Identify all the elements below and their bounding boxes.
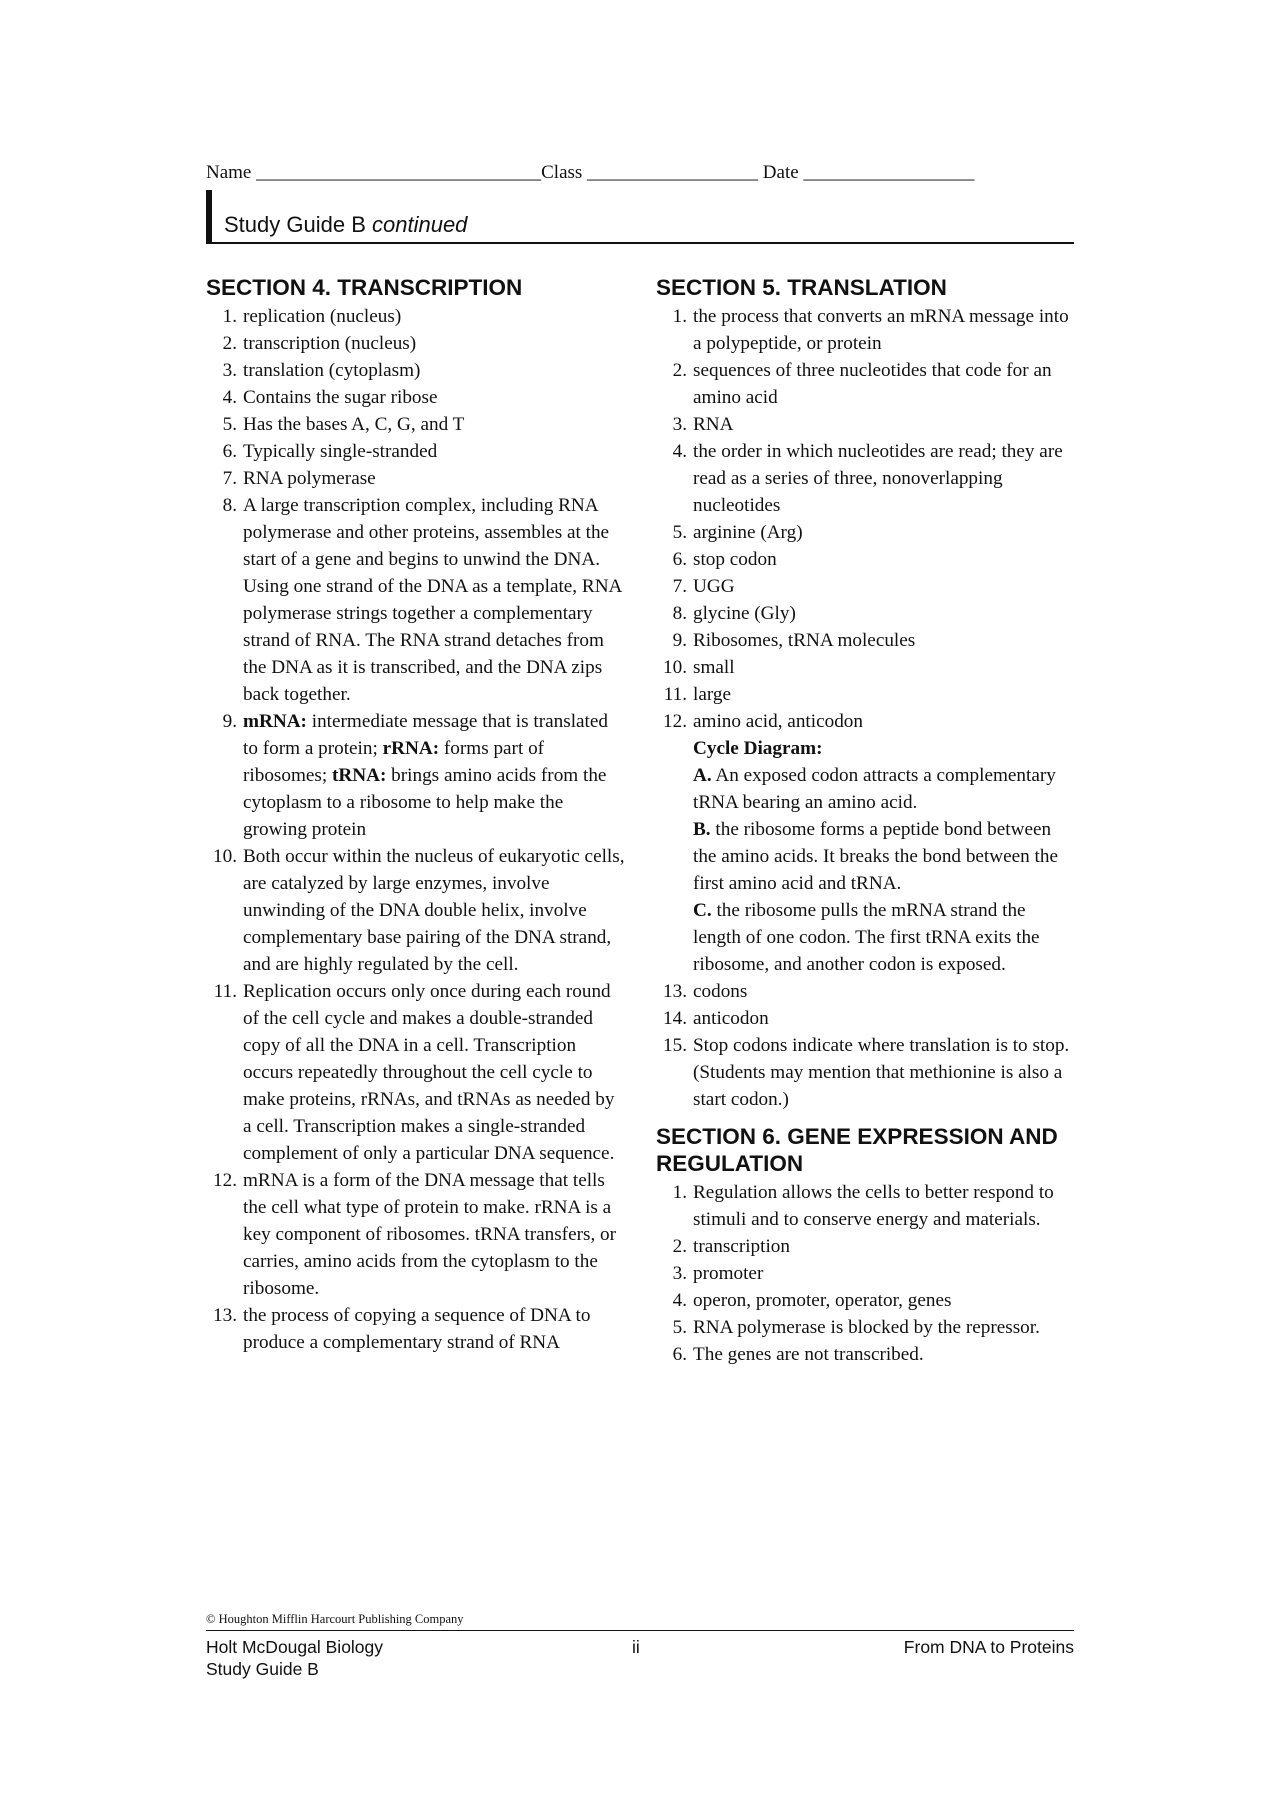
- cycle-step-text: the ribosome pulls the mRNA strand the length of one codon. The first tRNA exits the ribosome, and another codon is exposed.: [693, 900, 1040, 975]
- list-item: [206, 492, 626, 708]
- item-text: small: [693, 657, 735, 678]
- footer-chapter: From DNA to Proteins: [903, 1637, 1074, 1657]
- item-number: 4.: [672, 1290, 687, 1311]
- item-number: 1.: [672, 306, 687, 327]
- list-item: [206, 1167, 626, 1302]
- item-text: Regulation allows the cells to better respond to stimuli and to conserve energy and materials.: [693, 1182, 1054, 1230]
- cycle-step-c: [693, 897, 1076, 978]
- study-guide-banner: [206, 190, 1074, 244]
- footer-page-number: ii: [632, 1637, 640, 1657]
- item-number: 9.: [222, 711, 237, 732]
- item-text: A large transcription complex, including RNA polymerase and other proteins, assembles at the start of a gene and begins to unwind the DNA. Using one strand of the DNA as a template, RNA polymerase strings together a complementary strand of RNA. The RNA strand detaches from the DNA as it is transcribed, and the DNA zips back together.: [243, 495, 622, 705]
- list-item: [206, 465, 626, 492]
- item-text: UGG: [693, 576, 735, 597]
- list-item: [656, 1032, 1076, 1113]
- cycle-step-text: the ribosome forms a peptide bond between the amino acids. It breaks the bond between the first amino acid and tRNA.: [693, 819, 1058, 894]
- list-item: [656, 627, 1076, 654]
- item-number: 8.: [222, 495, 237, 516]
- item-number: 5.: [222, 414, 237, 435]
- list-item: [656, 1005, 1076, 1032]
- banner-continued: continued: [372, 212, 468, 237]
- list-item: [656, 1341, 1076, 1368]
- item-text: mRNA is a form of the DNA message that tells the cell what type of protein to make. rRNA is a key component of ribosomes. tRNA transfers, or carries, amino acids from the cytoplasm to the ribosome.: [243, 1170, 617, 1299]
- item-text: forms part of ribosomes;: [243, 738, 545, 786]
- item-number: 1.: [222, 306, 237, 327]
- item-text: transcription: [693, 1236, 790, 1257]
- list-item: [656, 654, 1076, 681]
- item-text: transcription (nucleus): [243, 333, 417, 354]
- list-item: [206, 708, 626, 843]
- item-number: 3.: [672, 1263, 687, 1284]
- list-item: [656, 681, 1076, 708]
- item-text: RNA polymerase is blocked by the repressor.: [693, 1317, 1040, 1338]
- item-number: 7.: [222, 468, 237, 489]
- item-text: brings amino acids from the cytoplasm to a ribosome to help make the growing protein: [243, 765, 607, 840]
- item-text: anticodon: [693, 1008, 769, 1029]
- section-6-list: [656, 1179, 1076, 1368]
- list-item: [206, 978, 626, 1167]
- list-item: [656, 1233, 1076, 1260]
- cycle-step-a: [693, 762, 1076, 816]
- item-number: 10.: [663, 657, 687, 678]
- item-number: 3.: [222, 360, 237, 381]
- item-number: 9.: [672, 630, 687, 651]
- list-item: [656, 978, 1076, 1005]
- item-number: 4.: [672, 441, 687, 462]
- copyright-notice: © Houghton Mifflin Harcourt Publishing Company: [206, 1612, 464, 1626]
- cycle-step-b: [693, 816, 1076, 897]
- list-item: [656, 1314, 1076, 1341]
- item-number: 10.: [213, 846, 237, 867]
- item-text: Both occur within the nucleus of eukaryotic cells, are catalyzed by large enzymes, involve unwinding of the DNA double helix, involve complementary base pairing of the DNA strand, and are highly regulated by the cell.: [243, 846, 625, 975]
- item-text: intermediate message that is translated to form a protein;: [243, 711, 608, 759]
- list-item: [206, 384, 626, 411]
- item-number: 4.: [222, 387, 237, 408]
- left-column: [206, 274, 626, 1356]
- footer-book-title: Holt McDougal Biology: [206, 1637, 384, 1657]
- list-item: [656, 303, 1076, 357]
- item-text: Replication occurs only once during each round of the cell cycle and makes a double-stranded copy of all the DNA in a cell. Transcription occurs repeatedly throughout the cell cycle to make proteins, rRNAs, and tRNAs as needed by a cell. Transcription makes a single-stranded complement of only a particular DNA sequence.: [243, 981, 615, 1164]
- item-text: Stop codons indicate where translation is to stop. (Students may mention that methionine is also a start codon.): [693, 1035, 1070, 1110]
- banner-bar: [206, 190, 212, 244]
- item-text: RNA polymerase: [243, 468, 376, 489]
- item-number: 12.: [663, 711, 687, 732]
- item-text: codons: [693, 981, 748, 1002]
- section-5-title: SECTION 5. TRANSLATION: [656, 275, 947, 300]
- item-text: translation (cytoplasm): [243, 360, 421, 381]
- list-item: [206, 357, 626, 384]
- item-number: 6.: [672, 549, 687, 570]
- item-text: glycine (Gly): [693, 603, 796, 624]
- list-item: [206, 330, 626, 357]
- footer-book-subtitle: Study Guide B: [206, 1659, 319, 1679]
- item-text: Contains the sugar ribose: [243, 387, 438, 408]
- list-item: [206, 438, 626, 465]
- item-number: 13.: [213, 1305, 237, 1326]
- list-item: [656, 600, 1076, 627]
- item-number: 1.: [672, 1182, 687, 1203]
- item-number: 5.: [672, 1317, 687, 1338]
- item-text: arginine (Arg): [693, 522, 803, 543]
- item-text: stop codon: [693, 549, 777, 570]
- list-item: [206, 303, 626, 330]
- mrna-label: mRNA:: [243, 711, 307, 732]
- item-number: 6.: [222, 441, 237, 462]
- item-text: replication (nucleus): [243, 306, 402, 327]
- list-item: [206, 411, 626, 438]
- item-number: 14.: [663, 1008, 687, 1029]
- item-text: amino acid, anticodon: [693, 711, 863, 732]
- item-text: sequences of three nucleotides that code for an amino acid: [693, 360, 1052, 408]
- item-text: operon, promoter, operator, genes: [693, 1290, 952, 1311]
- cycle-step-text: An exposed codon attracts a complementary tRNA bearing an amino acid.: [693, 765, 1056, 813]
- section-4-title: SECTION 4. TRANSCRIPTION: [206, 275, 523, 300]
- item-text: promoter: [693, 1263, 764, 1284]
- list-item: [656, 546, 1076, 573]
- item-text: The genes are not transcribed.: [693, 1344, 924, 1365]
- list-item: [656, 438, 1076, 519]
- footer-rule: [206, 1630, 1074, 1631]
- item-text: Has the bases A, C, G, and T: [243, 414, 465, 435]
- banner-title: [224, 212, 467, 238]
- item-number: 2.: [222, 333, 237, 354]
- list-item: [656, 411, 1076, 438]
- item-number: 6.: [672, 1344, 687, 1365]
- list-item: [206, 843, 626, 978]
- item-number: 7.: [672, 576, 687, 597]
- section-6-title: SECTION 6. GENE EXPRESSION AND REGULATION: [656, 1124, 1058, 1176]
- right-column: [656, 274, 1076, 1368]
- item-text: Typically single-stranded: [243, 441, 438, 462]
- item-text: large: [693, 684, 732, 705]
- list-item: [656, 573, 1076, 600]
- trna-label: tRNA:: [332, 765, 387, 786]
- list-item: [656, 1260, 1076, 1287]
- item-number: 2.: [672, 1236, 687, 1257]
- list-item: [656, 1179, 1076, 1233]
- banner-title-text: Study Guide B: [224, 212, 366, 237]
- item-number: 11.: [213, 981, 237, 1002]
- item-number: 3.: [672, 414, 687, 435]
- item-number: 2.: [672, 360, 687, 381]
- item-number: 12.: [213, 1170, 237, 1191]
- list-item: [656, 519, 1076, 546]
- item-number: 8.: [672, 603, 687, 624]
- item-number: 13.: [663, 981, 687, 1002]
- cycle-step-label: A.: [693, 765, 712, 786]
- rrna-label: rRNA:: [382, 738, 440, 759]
- cycle-step-label: C.: [693, 900, 712, 921]
- name-class-date-line: Name ______________________________Class __________________ Date __________________: [206, 162, 975, 183]
- list-item: [656, 708, 1076, 978]
- list-item: [206, 1302, 626, 1356]
- item-text: the process that converts an mRNA message into a polypeptide, or protein: [693, 306, 1069, 354]
- item-number: 5.: [672, 522, 687, 543]
- footer-book-info: [206, 1636, 383, 1680]
- cycle-step-label: B.: [693, 819, 711, 840]
- item-text: Ribosomes, tRNA molecules: [693, 630, 916, 651]
- list-item: [656, 357, 1076, 411]
- item-number: 15.: [663, 1035, 687, 1056]
- cycle-diagram-title: Cycle Diagram:: [693, 738, 823, 759]
- item-text: RNA: [693, 414, 734, 435]
- item-text: the order in which nucleotides are read; they are read as a series of three, nonoverlapping nucleotides: [693, 441, 1063, 516]
- list-item: [656, 1287, 1076, 1314]
- section-5-list: [656, 303, 1076, 1113]
- item-number: 11.: [663, 684, 687, 705]
- section-4-list: [206, 303, 626, 1356]
- item-text: the process of copying a sequence of DNA to produce a complementary strand of RNA: [243, 1305, 591, 1353]
